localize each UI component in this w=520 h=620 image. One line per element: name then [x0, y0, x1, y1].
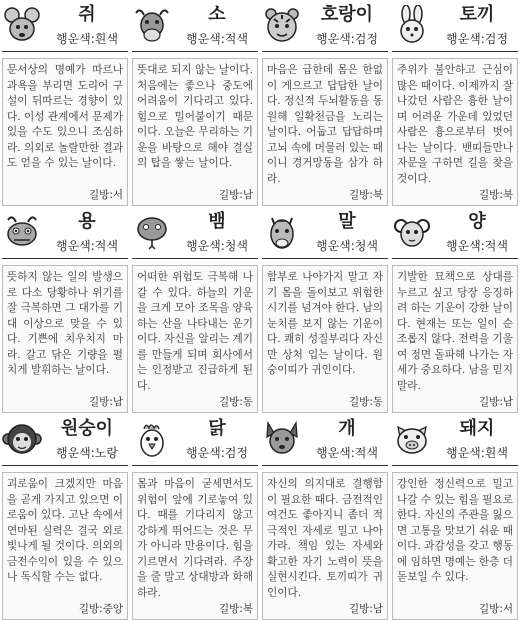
- fortune-text: 뜻하지 않는 일의 발생으로 다소 당황하나 위기를 잘 극복하면 그 대가를 기대 이상으로 맞을 수 있다. 기쁜에 치우치지 마라. 갈고 닦은 기량을 펼치게 발휘하는 날이다.: [7, 271, 123, 376]
- lucky-color: 행운색:적색: [55, 239, 118, 253]
- lucky-direction: 길방:북: [219, 603, 253, 615]
- fortune-text: 주위가 불안하고 근심이 많은 때이다. 이제까지 잘 나갔던 사람은 흉한 날이며 어려운 가운데 있었던 사람은 흉으로부터 벗어나는 날이다. 밴띠들만나 자문을 구하면 길을 찾을 것이다.: [397, 64, 513, 185]
- lucky-color: 행운색:흰색: [445, 446, 508, 460]
- card-header: [262, 209, 388, 259]
- dog-icon: [262, 419, 302, 459]
- zodiac-name: 토끼: [459, 4, 495, 25]
- zodiac-name: 쥐: [78, 4, 96, 25]
- lucky-color: 행운색:적색: [445, 239, 508, 253]
- zodiac-card-dog: [262, 416, 388, 620]
- fortune-box: [392, 265, 518, 413]
- fortune-box: [132, 265, 258, 413]
- fortune-text: 몸과 마음이 굳세면서도 위험이 앞에 기로놓여 있다. 때를 기다리지 않고 강하게 뛰어드는 것은 무가 아니라 만용이다. 힘을 기르면서 기다려라. 주장을 줄 말고 상대방과 화해하라.: [137, 478, 253, 599]
- dragon-icon: [2, 212, 42, 252]
- lucky-direction: 길방:남: [219, 189, 253, 201]
- zodiac-name: 양: [468, 211, 486, 232]
- zodiac-name: 돼지: [459, 418, 495, 439]
- lucky-color: 행운색:적색: [185, 32, 248, 46]
- lucky-direction: 길방:중앙: [78, 603, 123, 615]
- zodiac-name: 용: [78, 211, 96, 232]
- card-header: [132, 2, 258, 52]
- zodiac-card-tiger: [262, 2, 388, 206]
- zodiac-card-rat: [2, 2, 128, 206]
- card-header: [262, 416, 388, 466]
- tiger-icon: [262, 5, 302, 45]
- rat-icon: [2, 5, 42, 45]
- lucky-direction: 길방:동: [349, 396, 383, 408]
- lucky-direction: 길방:서: [479, 603, 513, 615]
- lucky-direction: 길방:동: [219, 396, 253, 408]
- zodiac-name: 소: [208, 4, 226, 25]
- lucky-direction: 길방:남: [349, 603, 383, 615]
- lucky-color: 행운색:검정: [315, 32, 378, 46]
- card-header: [132, 416, 258, 466]
- zodiac-name: 말: [338, 211, 356, 232]
- fortune-box: [262, 472, 388, 620]
- rooster-icon: [132, 419, 172, 459]
- zodiac-name: 닭: [208, 418, 226, 439]
- fortune-text: 마음은 급한데 몸은 한없이 게으르고 답답한 날이다. 정신적 두뇌활동을 동원해 일확천금을 노리는 날이다. 어둡고 답답하며 고뇌 속에 머물러 있는 때이니 경거망동을 삼가 하라.: [267, 64, 383, 185]
- lucky-color: 행운색:검정: [185, 446, 248, 460]
- zodiac-name: 개: [338, 418, 356, 439]
- ox-icon: [132, 5, 172, 45]
- horse-icon: [262, 212, 302, 252]
- card-header: [392, 209, 518, 259]
- zodiac-name: 뱀: [208, 211, 226, 232]
- rabbit-icon: [392, 5, 432, 45]
- lucky-color: 행운색:청색: [315, 239, 378, 253]
- zodiac-card-rabbit: [392, 2, 518, 206]
- pig-icon: [392, 419, 432, 459]
- lucky-color: 행운색:노랑: [55, 446, 118, 460]
- fortune-box: [392, 58, 518, 206]
- fortune-box: [2, 58, 128, 206]
- lucky-color: 행운색:검정: [445, 32, 508, 46]
- fortune-box: [2, 472, 128, 620]
- lucky-direction: 길방:북: [479, 189, 513, 201]
- zodiac-name: 호랑이: [320, 4, 374, 25]
- fortune-text: 뜻대로 되지 않는 날이다. 처음에는 좋으나 중도에 어려움이 기다리고 있다. 힘으로 밀어붙이기 때문이다. 오늘은 무리하는 기운을 바탕으로 해야 결실의 탑을 쌓는 날이다.: [137, 64, 253, 169]
- fortune-text: 문서상의 명예가 따르나 과욕을 부리면 도리어 구설이 뒤따르는 경향이 있다. 이성 관계에서 문제가 있을 수도 있으니 조심하라. 의외로 놀랄만한 결과도 얻을 수 있는 날이다.: [7, 64, 123, 169]
- lucky-direction: 길방:남: [479, 396, 513, 408]
- zodiac-name: 원숭이: [60, 418, 114, 439]
- lucky-direction: 길방:서: [89, 189, 123, 201]
- zodiac-card-monkey: [2, 416, 128, 620]
- fortune-text: 어떠한 위험도 극복해 나갈 수 있다. 하늘의 기운을 크게 모아 조목을 양육하는 산을 나타내는 운기이다. 자신을 알리는 계기를 만들게 되며 회사에서는 인정받고 진급하게 된다.: [137, 271, 253, 392]
- card-header: [132, 209, 258, 259]
- card-header: [392, 2, 518, 52]
- zodiac-card-sheep: [392, 209, 518, 413]
- card-header: [2, 416, 128, 466]
- lucky-color: 행운색:적색: [315, 446, 378, 460]
- fortune-box: [392, 472, 518, 620]
- lucky-direction: 길방:북: [349, 189, 383, 201]
- fortune-text: 자신의 의지대로 결행함이 필요한 때다. 금전적인 여건도 좋아지니 좀더 적극적인 자세로 밀고 나아가라. 책임 있는 자세와 확고한 자기 노력이 뜻을 실현시킨다. 토끼띠가 귀인이다.: [267, 478, 383, 599]
- fortune-text: 함부로 나아가지 말고 자기 몸을 돌이보고 위험한 시기를 넘겨야 한다. 남의 눈치를 보지 않는 기운이다. 쾌히 성질부리다 자신만 상처 입는 날이다. 원숭이띠가 귀인이다.: [267, 271, 383, 376]
- card-header: [2, 209, 128, 259]
- fortune-box: [132, 472, 258, 620]
- zodiac-card-rooster: [132, 416, 258, 620]
- fortune-box: [262, 58, 388, 206]
- sheep-icon: [392, 212, 432, 252]
- fortune-text: 강인한 정신력으로 밀고 나갈 수 있는 힘을 필요로 한다. 자신의 주관을 잃으면 고통을 맛보기 쉬운 때이다. 과감성을 갖고 행동에 임하면 명예는 한층 더 돋보일 수 있다.: [397, 478, 513, 583]
- zodiac-card-dragon: [2, 209, 128, 413]
- lucky-color: 행운색:흰색: [55, 32, 118, 46]
- card-header: [262, 2, 388, 52]
- card-header: [392, 416, 518, 466]
- zodiac-card-ox: [132, 2, 258, 206]
- fortune-box: [2, 265, 128, 413]
- fortune-text: 괴로움이 크겠지만 마음을 곧게 가지고 있으면 이로움이 있다. 고난 속에서 연마된 실력은 결국 외로 빛나게 될 것이다. 의외의 금전수익이 있을 수 있으나 독식할 수는 없다.: [7, 478, 123, 583]
- zodiac-card-pig: [392, 416, 518, 620]
- fortune-box: [132, 58, 258, 206]
- lucky-direction: 길방:남: [89, 396, 123, 408]
- snake-icon: [132, 212, 172, 252]
- zodiac-card-horse: [262, 209, 388, 413]
- fortune-box: [262, 265, 388, 413]
- card-header: [2, 2, 128, 52]
- lucky-color: 행운색:청색: [185, 239, 248, 253]
- zodiac-card-snake: [132, 209, 258, 413]
- monkey-icon: [2, 419, 42, 459]
- fortune-text: 기발한 묘책으로 상대를 누르고 싶고 당장 응징하려 하는 기운이 강한 날이다. 현재는 또는 일이 순조롭지 않다. 전력을 기울여 정면 돌파해 나가는 자세가 중요하다. 남을 믿지 말라.: [397, 271, 513, 392]
